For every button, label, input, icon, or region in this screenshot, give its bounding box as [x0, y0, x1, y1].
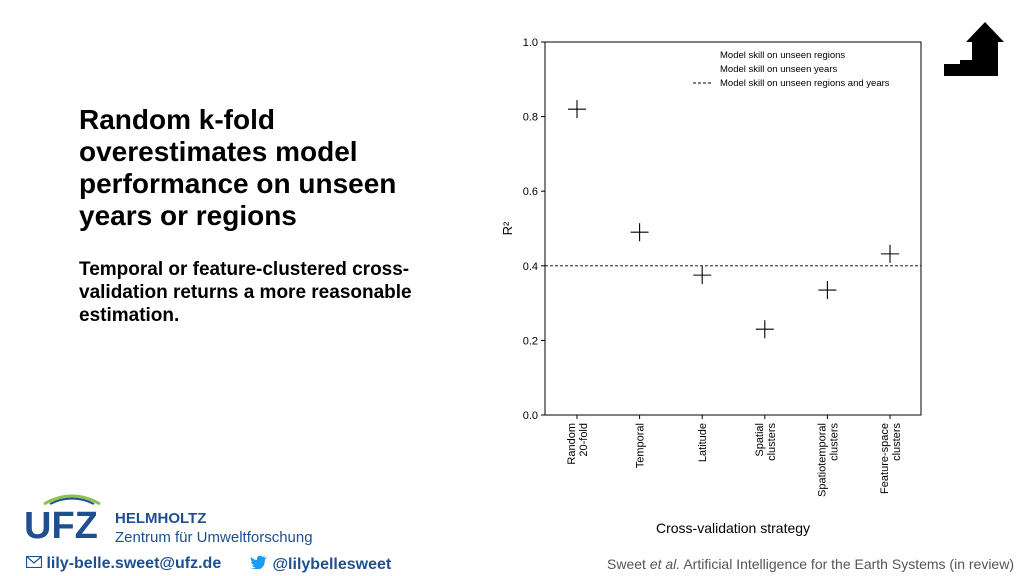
y-tick-label: 0.2: [522, 335, 538, 348]
y-tick-label: 1.0: [522, 37, 538, 49]
y-tick-label: 0.8: [522, 111, 538, 124]
x-tick-label: Spatialclusters: [753, 423, 778, 461]
logo-org: HELMHOLTZ: [115, 510, 207, 527]
plot-frame: [545, 42, 921, 415]
x-tick-label: Latitude: [697, 423, 710, 463]
return-arrow-icon[interactable]: [940, 22, 1004, 78]
data-point: [568, 100, 586, 118]
y-axis-label: R²: [500, 221, 515, 236]
bird-icon: [250, 555, 268, 569]
x-tick-label: Spatiotemporalclusters: [816, 423, 841, 497]
twitter-handle[interactable]: @lilybellesweet: [272, 556, 392, 573]
y-tick-label: 0.0: [522, 410, 538, 422]
citation: [607, 556, 1014, 572]
data-point: [818, 281, 836, 299]
citation-rest: Artificial Intelligence for the Earth Systems (in review): [683, 556, 1014, 572]
slide-headline: Random k-fold overestimates model performance on unseen years or regions: [79, 104, 397, 231]
y-tick-label: 0.6: [522, 186, 538, 199]
data-point: [693, 266, 711, 284]
y-tick-label: 0.4: [522, 260, 538, 273]
slide-subheadline: Temporal or feature-clustered cross-validation returns a more reasonable estimation.: [79, 259, 412, 326]
twitter-contact[interactable]: [250, 555, 391, 574]
envelope-icon: [26, 556, 42, 568]
ufz-logo: [22, 490, 322, 550]
x-tick-label: Feature-spaceclusters: [879, 423, 903, 494]
data-point: [631, 223, 649, 241]
email-link[interactable]: lily-belle.sweet@ufz.de: [46, 555, 222, 572]
legend-entry: Model skill on unseen years: [720, 64, 838, 75]
legend-entry: Model skill on unseen regions and years: [720, 78, 890, 89]
citation-author: Sweet: [607, 556, 646, 572]
citation-etal: et al.: [649, 556, 681, 572]
x-tick-label: Random20-fold: [566, 423, 590, 465]
legend-entry: Model skill on unseen regions: [720, 50, 846, 61]
logo-abbr: UFZ: [24, 505, 98, 547]
data-point: [881, 245, 899, 263]
data-point: [756, 320, 774, 338]
x-axis-label: Cross-validation strategy: [655, 520, 811, 536]
logo-name: Zentrum für Umweltforschung: [115, 529, 313, 546]
x-tick-label: Temporal: [634, 423, 647, 469]
email-contact[interactable]: [26, 555, 221, 573]
